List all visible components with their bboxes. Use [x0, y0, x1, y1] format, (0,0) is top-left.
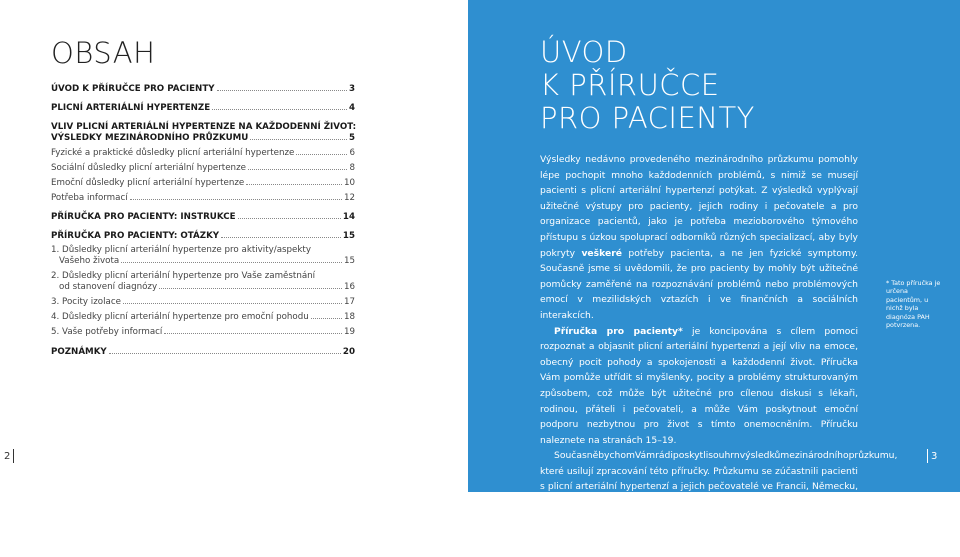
- para1-end-text: potřeby pacienta, a ne jen fyzické symptomy. Současně jsme si uvědomili, že pro pacienty by mohly být užitečné pomůcky zaměřené na rozpoznávání problémů nebo problémových emocí v mezilidských vztazích i ve finančních a sociálních interakcích.: [540, 247, 858, 321]
- toc-page-number: 12: [343, 193, 355, 203]
- toc-entry: [51, 327, 355, 338]
- toc-page-number: 15: [342, 231, 355, 241]
- paragraph-1: [540, 152, 858, 324]
- toc-page-number: 19: [343, 327, 355, 337]
- toc-entry: [51, 245, 355, 267]
- toc-page-number: 4: [348, 103, 355, 113]
- toc-entry: [51, 84, 355, 95]
- toc-entry-title: Potřeba informací: [51, 193, 128, 203]
- toc-entry-title: od stanovení diagnózy: [59, 282, 158, 292]
- toc-page-number: 18: [343, 312, 355, 322]
- toc-leader-dots: [238, 218, 341, 219]
- toc-leader-dots: [311, 318, 342, 319]
- contents-heading: OBSAH: [51, 36, 156, 70]
- toc-leader-dots: [130, 199, 342, 200]
- title-line-1: ÚVOD: [540, 35, 628, 69]
- toc-leader-dots: [217, 90, 347, 91]
- toc-entry: [51, 312, 355, 323]
- intro-title: [540, 36, 755, 135]
- intro-body: [540, 152, 898, 557]
- toc-page-number: 6: [349, 148, 355, 158]
- toc-leader-dots: [248, 169, 347, 170]
- toc-leader-dots: [296, 154, 347, 155]
- paragraph-3: SoučasněbychomVámrádiposkytlisouhrnvýsledkůmezinárodníhoprůzkumu, které usilují zpracování této příručky. Průzkumu se zúčastnili pacienti s plicní arteriální hypertenzí a jejich pečovatelé ve Francii, Německu, Itálii, Španělsku a ve Velké Británii, kteří byli do průzkumu zařazeni z registrů národních organizací pacientů. Úplné výsledky průzkumu lze najít na internetové adrese: http://www.phaeurope.org/projects-activities/pah-patient-and-carer-survey/).: [540, 450, 898, 555]
- toc-page-number: 10: [343, 178, 355, 188]
- toc-entry-title: Fyzické a praktické důsledky plicní arteriální hypertenze: [51, 148, 295, 158]
- left-page: [0, 0, 468, 492]
- toc-entry-first-line: 2. Důsledky plicní arteriální hypertenze pro Vaše zaměstnání: [51, 271, 316, 281]
- toc-leader-dots: [246, 184, 342, 185]
- toc-entry: [51, 297, 355, 308]
- toc-entry: [51, 163, 355, 174]
- toc-entry-title: POZNÁMKY: [51, 347, 107, 357]
- toc-entry: [51, 271, 355, 293]
- toc-page-number: 8: [349, 163, 355, 173]
- page-number-text: 2: [4, 451, 11, 462]
- toc-page-number: 17: [343, 297, 355, 307]
- toc-leader-dots: [221, 237, 341, 238]
- toc-page-number: 16: [343, 282, 355, 292]
- right-page-number: [924, 449, 937, 463]
- toc-entry: [51, 148, 355, 159]
- toc-entry-title: 4. Důsledky plicní arteriální hypertenze pro emoční pohodu: [51, 312, 309, 322]
- toc-entry-title: PŘÍRUČKA PRO PACIENTY: OTÁZKY: [51, 231, 220, 241]
- toc-page-number: 5: [348, 133, 355, 143]
- left-page-number: [4, 449, 17, 463]
- toc-entry-title: ÚVOD K PŘÍRUČCE PRO PACIENTY: [51, 84, 215, 94]
- page-number-divider: [13, 449, 14, 463]
- paragraph-2: [540, 324, 858, 449]
- toc-leader-dots: [121, 262, 342, 263]
- toc-entry: [51, 193, 355, 204]
- para1-text: Výsledky nedávno provedeného mezinárodního průzkumu pomohly lépe pochopit mnoho každodenních problémů, s nimiž se musejí pacienti s plicní arteriální hypertenzí potýkat. Z výsledků vyplývají užitečné výstupy pro pacienty, jejich rodiny i pečovatele a pro organizace pacientů, jako je potřeba mezioborového týmového přístupu s úzkou spoluprací odborníků různých specializací, aby byly pokryty: [540, 154, 858, 259]
- toc-leader-dots: [123, 303, 342, 304]
- toc-entry-title: Emoční důsledky plicní arteriální hypertenze: [51, 178, 245, 188]
- toc-leader-dots: [164, 333, 342, 334]
- toc-leader-dots: [109, 353, 341, 354]
- table-of-contents: [51, 84, 355, 358]
- toc-entry: [51, 347, 355, 358]
- toc-entry-first-line: VLIV PLICNÍ ARTERIÁLNÍ HYPERTENZE NA KAŽDODENNÍ ŽIVOT:: [51, 122, 357, 132]
- title-line-3: PRO PACIENTY: [540, 101, 755, 135]
- toc-page-number: 15: [343, 256, 355, 266]
- toc-entry: [51, 231, 355, 242]
- toc-entry: [51, 178, 355, 189]
- toc-entry-title: 5. Vaše potřeby informací: [51, 327, 163, 337]
- toc-entry-title: Sociální důsledky plicní arteriální hypertenze: [51, 163, 246, 173]
- toc-entry-title: VÝSLEDKY MEZINÁRODNÍHO PRŮZKUMU: [51, 133, 249, 143]
- toc-entry-title: PŘÍRUČKA PRO PACIENTY: INSTRUKCE: [51, 212, 236, 222]
- title-line-2: K PŘÍRUČCE: [540, 68, 720, 102]
- page-number-divider: [927, 449, 928, 463]
- para2-emphasis: Příručka pro pacienty*: [554, 325, 683, 337]
- toc-page-number: 14: [342, 212, 355, 222]
- para2-text: je koncipována s cílem pomoci rozpoznat a objasnit plicní arteriální hypertenzi a její vliv na emoce, obecný pocit pohody a spokojenosti a každodenní život. Příručka Vám pomůže utřídit si myšlenky, pocity a problémy strukturovaným způsobem, což může být užitečné pro cílenou diskusi s lékaři, rodinou, přáteli i pečovateli, a může Vám poskytnout emoční podporu nezbytnou pro život s tímto onemocněním. Příručku naleznete na stranách 15–19.: [540, 325, 859, 446]
- toc-page-number: 3: [348, 84, 355, 94]
- toc-entry: [51, 122, 355, 144]
- toc-entry: [51, 212, 355, 223]
- para1-emphasis: veškeré: [581, 247, 622, 259]
- toc-entry-title: PLICNÍ ARTERIÁLNÍ HYPERTENZE: [51, 103, 211, 113]
- toc-leader-dots: [159, 288, 342, 289]
- right-page: [468, 0, 960, 555]
- toc-entry-title: Vašeho života: [59, 256, 120, 266]
- toc-leader-dots: [250, 139, 347, 140]
- toc-page-number: 20: [342, 347, 355, 357]
- toc-entry: [51, 103, 355, 114]
- toc-entry-first-line: 1. Důsledky plicní arteriální hypertenze pro aktivity/aspekty: [51, 245, 311, 255]
- toc-entry-title: 3. Pocity izolace: [51, 297, 121, 307]
- footnote: * Tato příručka je určena pacientům, u nichž byla diagnóza PAH potvrzena.: [886, 279, 941, 330]
- page-number-text: 3: [931, 451, 938, 462]
- toc-leader-dots: [212, 109, 347, 110]
